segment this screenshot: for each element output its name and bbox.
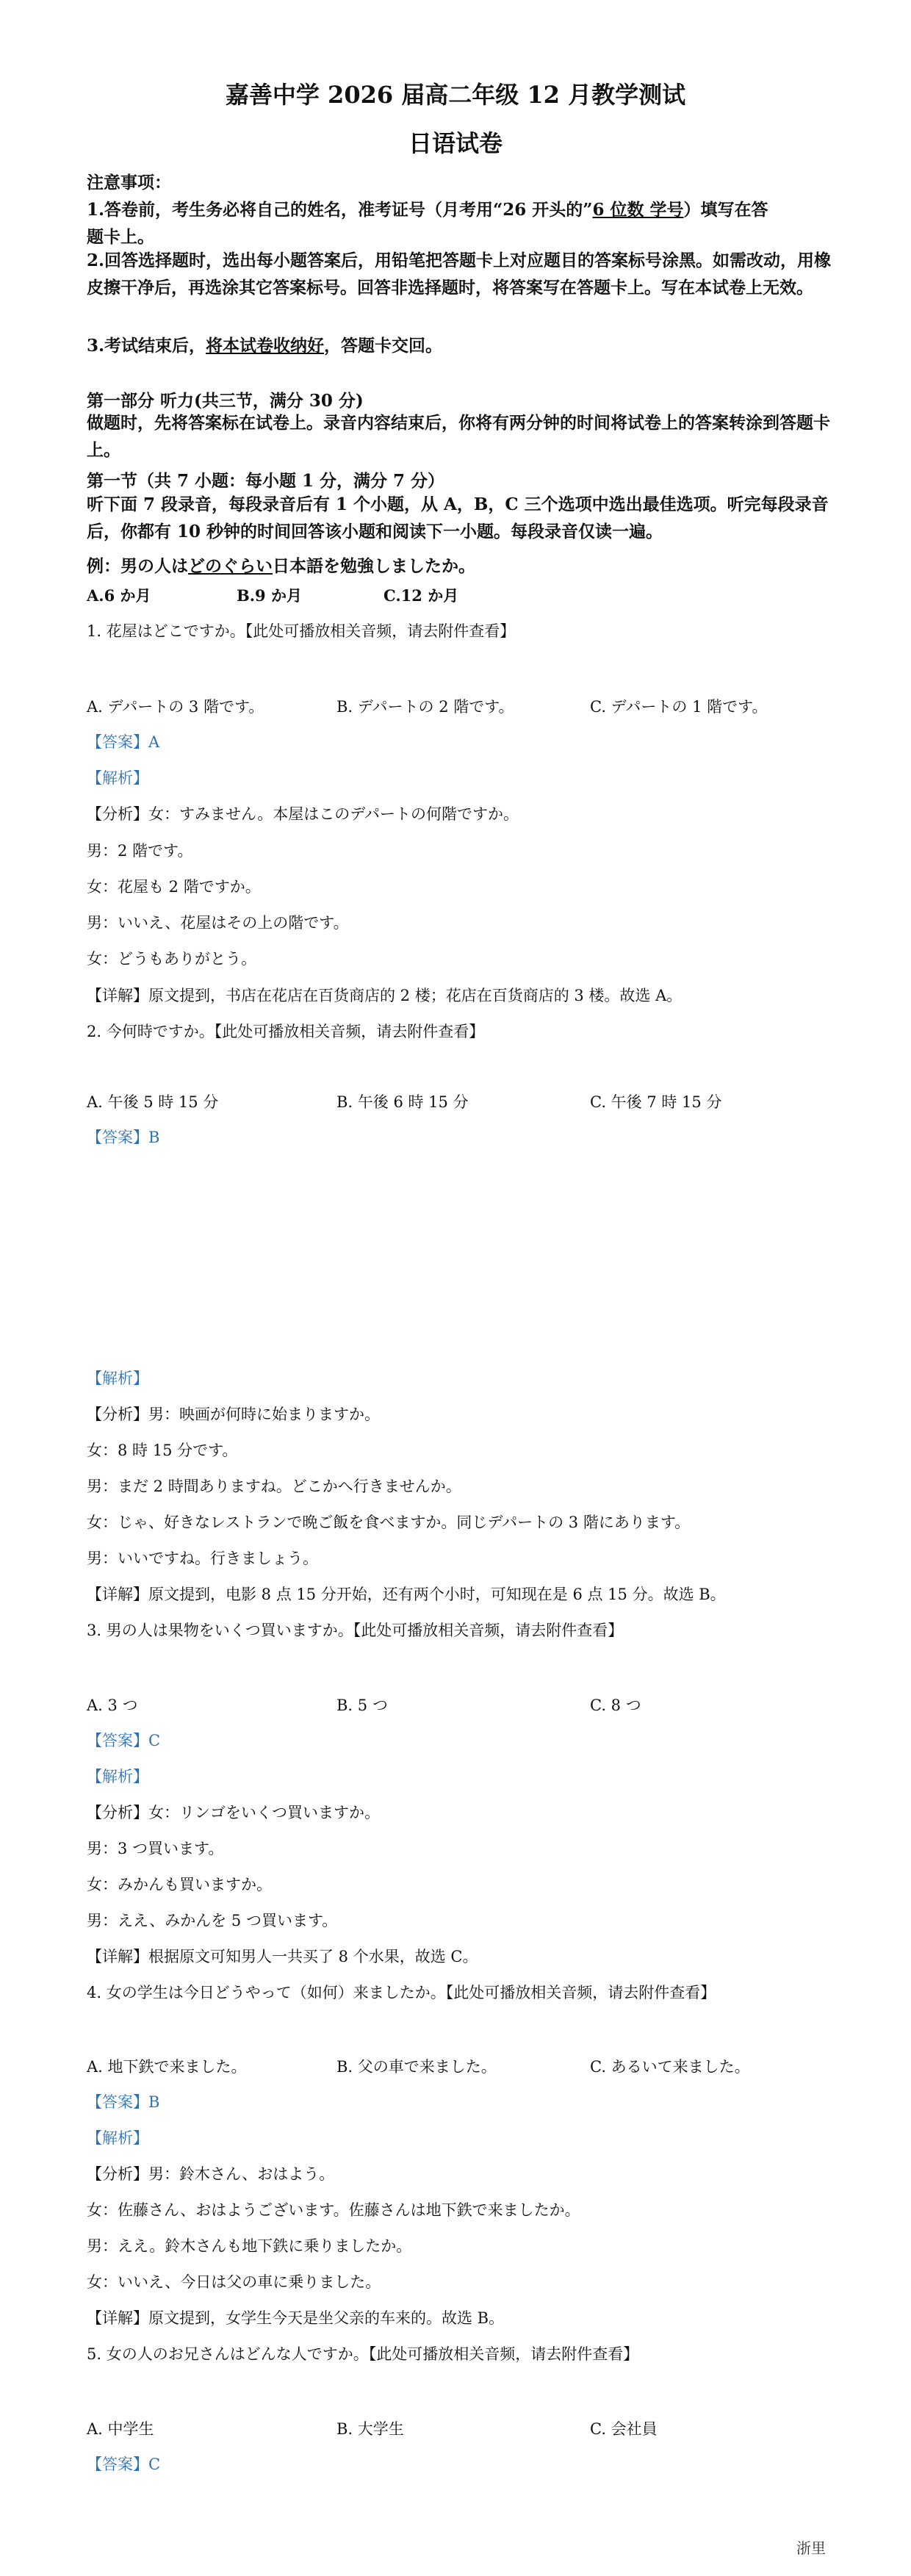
question-1-answer: [87, 730, 159, 752]
audio-note[interactable]: 【此处可播放相关音频，请去附件查看】: [353, 1622, 624, 1639]
question-2-text: 2. 今何時ですか。: [87, 1023, 215, 1040]
answer-label: 【答案】: [87, 1732, 148, 1749]
question-2-detail: 【详解】原文提到，电影 8 点 15 分开始，还有两个小时，可知现在是 6 点 15 分。故选 B。: [87, 1586, 726, 1603]
section1-heading: 第一节（共 7 小题：每小题 1 分，满分 7 分）: [87, 471, 445, 491]
question-3-stem: [87, 1619, 623, 1641]
question-4-option-b: B. 父の車で来ました。: [336, 2058, 497, 2076]
answer-value: B: [148, 2093, 160, 2111]
answer-value: A: [148, 733, 160, 751]
dialogue-line: 男：まだ 2 時間ありますね。どこかへ行きませんか。: [87, 1478, 461, 1495]
example-option-a: A.6 か月: [87, 586, 151, 605]
question-1-text: 1. 花屋はどこですか。: [87, 622, 245, 640]
question-3-option-c: C. 8 つ: [590, 1697, 641, 1714]
question-1-stem: [87, 619, 515, 641]
dialogue-line: 女：8 時 15 分です。: [87, 1442, 238, 1459]
notice-heading: 注意事项：: [87, 173, 171, 193]
dialogue-line: 女：いいえ、今日は父の車に乗りました。: [87, 2273, 381, 2291]
dialogue-line: 女：どうもありがとう。: [87, 950, 256, 968]
question-5-stem: [87, 2342, 638, 2364]
question-2-analysis-label: 【解析】: [87, 1370, 148, 1387]
notice-item-1: [87, 196, 768, 220]
question-5-option-b: B. 大学生: [336, 2420, 404, 2438]
answer-label: 【答案】: [87, 1129, 148, 1146]
question-5-option-a: A. 中学生: [87, 2420, 154, 2438]
notice-item-1-text-a: 1.答卷前，考生务必将自己的姓名，准考证号（月考用“26 开头的”: [87, 200, 593, 220]
example-underlined: どのぐらい: [188, 556, 273, 576]
section1-instruction: 听下面 7 段录音，每段录音后有 1 个小题，从 A，B，C 三个选项中选出最佳选项。听完每段录音后，你都有 10 秒钟的时间回答该小题和阅读下一小题。每段录音仅读一遍。: [87, 494, 829, 542]
dialogue-line: 男：いいえ、花屋はその上の階です。: [87, 914, 349, 932]
question-3-detail: 【详解】根据原文可知男人一共买了 8 个水果，故选 C。: [87, 1948, 478, 1965]
question-4-stem: [87, 1981, 716, 2003]
part1-heading: 第一部分 听力(共三节，满分 30 分): [87, 391, 364, 411]
question-3-option-a: A. 3 つ: [87, 1697, 138, 1714]
question-1-analysis-label: 【解析】: [87, 769, 148, 787]
dialogue-line: 女：みかんも買いますか。: [87, 1876, 272, 1893]
notice-item-1-text-b: ）填写在答: [683, 200, 768, 220]
question-5-answer: [87, 2453, 160, 2475]
answer-label: 【答案】: [87, 2456, 148, 2473]
notice-item-1-continued: 题卡上。: [87, 227, 154, 247]
question-4-analysis-label: 【解析】: [87, 2129, 148, 2147]
example-text-a: 例：男の人は: [87, 556, 188, 576]
part1-instruction: 做题时，先将答案标在试卷上。录音内容结束后，你将有两分钟的时间将试卷上的答案转涂到答题卡上。: [87, 413, 830, 460]
answer-value: C: [148, 1732, 161, 1749]
dialogue-line: 女：花屋も 2 階ですか。: [87, 878, 261, 896]
question-1-detail: 【详解】原文提到，书店在花店在百货商店的 2 楼；花店在百货商店的 3 楼。故选 A。: [87, 987, 683, 1004]
example-option-b: B.9 か月: [237, 586, 302, 605]
dialogue-line: 【分析】女：リンゴをいくつ買いますか。: [87, 1804, 380, 1821]
dialogue-line: 女：佐藤さん、おはようございます。佐藤さんは地下鉄で来ましたか。: [87, 2201, 580, 2219]
question-2-stem: [87, 1020, 484, 1042]
question-5-option-c: C. 会社員: [590, 2420, 658, 2438]
question-3-option-b: B. 5 つ: [336, 1697, 388, 1714]
dialogue-line: 男：いいですね。行きましょう。: [87, 1550, 318, 1567]
question-2-option-b: B. 午後 6 時 15 分: [336, 1093, 469, 1111]
dialogue-line: 男：ええ、みかんを 5 つ買います。: [87, 1912, 338, 1929]
audio-note[interactable]: 【此处可播放相关音频，请去附件查看】: [445, 1984, 716, 2001]
dialogue-line: 【分析】男：鈴木さん、おはよう。: [87, 2165, 335, 2183]
dialogue-line: 【分析】男：映画が何時に始まりますか。: [87, 1406, 380, 1423]
question-1-option-c: C. デパートの 1 階です。: [590, 698, 768, 716]
answer-value: B: [148, 1129, 160, 1146]
example-text-b: 日本語を勉強しましたか。: [273, 556, 475, 576]
question-1-option-a: A. デパートの 3 階です。: [87, 698, 264, 716]
example-question: [87, 553, 475, 577]
question-4-text: 4. 女の学生は今日どうやって（如何）来ましたか。: [87, 1984, 446, 2001]
exam-subtitle: 日语试卷: [408, 129, 503, 157]
question-3-analysis-label: 【解析】: [87, 1768, 148, 1785]
notice-item-3-text-b: ，答题卡交回。: [324, 336, 443, 356]
question-1-option-b: B. デパートの 2 階です。: [336, 698, 514, 716]
notice-item-3: [87, 332, 442, 356]
answer-value: C: [148, 2456, 161, 2473]
dialogue-line: 男：3 つ買います。: [87, 1840, 224, 1857]
dialogue-line: 男：ええ。鈴木さんも地下鉄に乗りましたか。: [87, 2237, 412, 2255]
notice-item-2: 2.回答选择题时，选出每小题答案后，用铅笔把答题卡上对应题目的答案标号涂黑。如需改动，用橡皮擦干净后，再选涂其它答案标号。回答非选择题时，将答案写在答题卡上。写在本试卷上无效。: [87, 251, 832, 298]
audio-note[interactable]: 【此处可播放相关音频，请去附件查看】: [214, 1023, 485, 1040]
question-2-option-c: C. 午後 7 時 15 分: [590, 1093, 722, 1111]
question-2-answer: [87, 1126, 159, 1148]
question-4-answer: [87, 2090, 159, 2112]
notice-item-1-underlined: 6 位数 学号: [592, 200, 684, 220]
footer-watermark: 浙里: [796, 2539, 826, 2557]
audio-note[interactable]: 【此处可播放相关音频，请去附件查看】: [368, 2345, 639, 2363]
answer-label: 【答案】: [87, 733, 148, 751]
dialogue-line: 男：2 階です。: [87, 842, 193, 860]
question-5-text: 5. 女の人のお兄さんはどんな人ですか。: [87, 2345, 369, 2363]
question-4-detail: 【详解】原文提到，女学生今天是坐父亲的车来的。故选 B。: [87, 2309, 505, 2327]
exam-title: 嘉善中学 2026 届高二年级 12 月教学测试: [225, 81, 686, 109]
question-2-option-a: A. 午後 5 時 15 分: [87, 1093, 219, 1111]
audio-note[interactable]: 【此处可播放相关音频，请去附件查看】: [245, 622, 516, 640]
answer-label: 【答案】: [87, 2093, 148, 2111]
dialogue-line: 【分析】女：すみません。本屋はこのデパートの何階ですか。: [87, 805, 519, 823]
dialogue-line: 女：じゃ、好きなレストランで晩ご飯を食べますか。同じデパートの 3 階にあります。: [87, 1514, 691, 1531]
question-4-option-a: A. 地下鉄で来ました。: [87, 2058, 247, 2076]
example-option-c: C.12 か月: [384, 586, 459, 605]
notice-item-3-underlined: 将本试卷收纳好: [206, 336, 325, 356]
notice-item-3-text-a: 3.考试结束后，: [87, 336, 206, 356]
question-3-answer: [87, 1729, 160, 1751]
question-3-text: 3. 男の人は果物をいくつ買いますか。: [87, 1622, 353, 1639]
question-4-option-c: C. あるいて来ました。: [590, 2058, 750, 2076]
